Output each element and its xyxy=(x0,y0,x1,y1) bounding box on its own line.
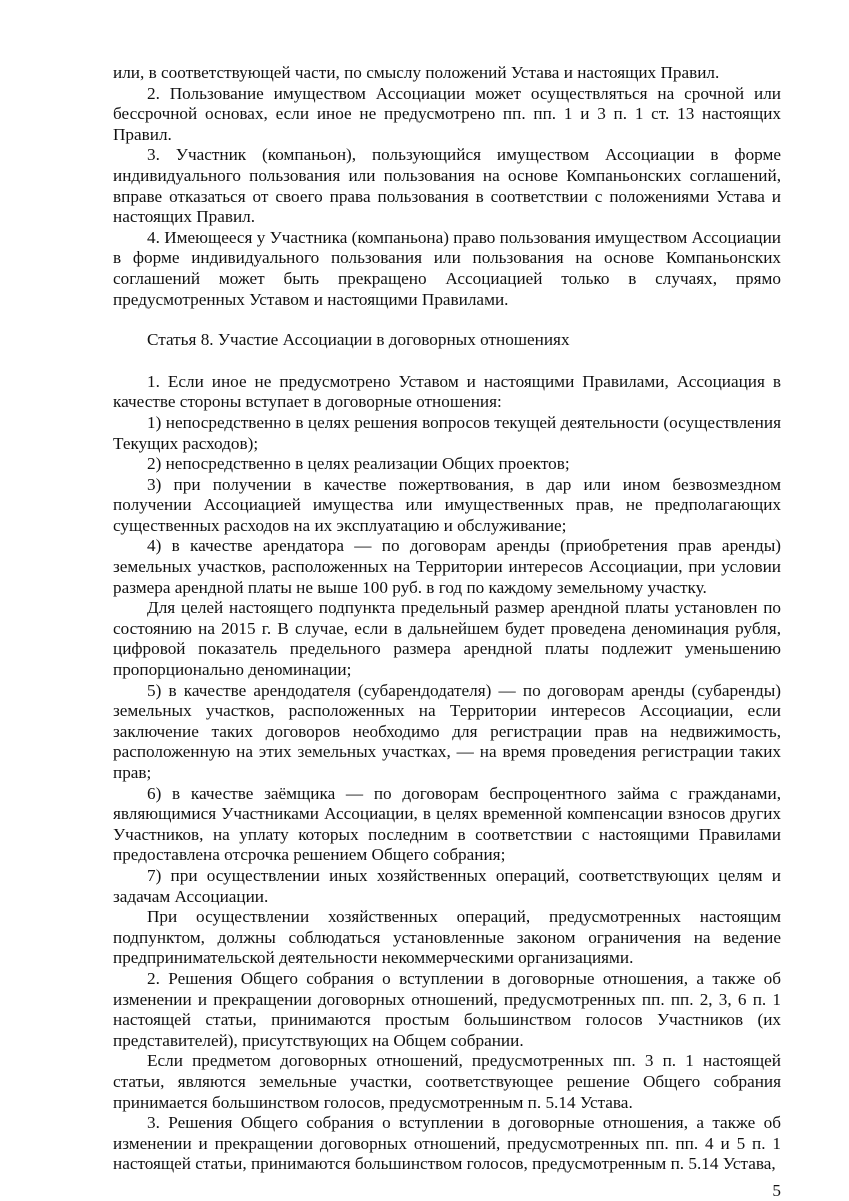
article7-paragraph-4: 4. Имеющееся у Участника (компаньона) право пользования имуществом Ассоциации в форме индивидуального пользования или пользования на основе Компаньонских соглашений может быть прекращено Ассоциацией только в случаях, прямо предусмотренных Уставом и настоящими Правилами. xyxy=(113,227,781,309)
document-page xyxy=(113,0,781,1201)
article8-subitem-3: 3) при получении в качестве пожертвования, в дар или ином безвозмездном получении Ассоциацией имущества или имущественных прав, не предполагающих существенных расходов на их эксплуатацию и обслуживание; xyxy=(113,474,781,535)
article8-paragraph-3: 3. Решения Общего собрания о вступлении в договорные отношения, а также об изменении и прекращении договорных отношений, предусмотренных пп. пп. 4 и 5 п. 1 настоящей статьи, принимаются большинством голосов, предусмотренным п. 5.14 Устава, xyxy=(113,1113,781,1174)
article7-paragraph-3: 3. Участник (компаньон), пользующийся имуществом Ассоциации в форме индивидуального пользования или пользования на основе Компаньонских соглашений, вправе отказаться от своего права пользования в соответствии с положениями Устава и настоящих Правил. xyxy=(113,145,781,227)
article8-subitem-4-note: Для целей настоящего подпункта предельный размер арендной платы установлен по состоянию на 2015 г. В случае, если в дальнейшем будет проведена деноминация рубля, цифровой показатель предельного размера арендной платы подлежит уменьшению пропорционально деноминации; xyxy=(113,598,781,680)
article8-subitem-1: 1) непосредственно в целях решения вопросов текущей деятельности (осуществления Текущих расходов); xyxy=(113,412,781,453)
article8-paragraph-1: 1. Если иное не предусмотрено Уставом и настоящими Правилами, Ассоциация в качестве стороны вступает в договорные отношения: xyxy=(113,371,781,412)
article8-subitem-7-note: При осуществлении хозяйственных операций, предусмотренных настоящим подпунктом, должны соблюдаться установленные законом ограничения на ведение предпринимательской деятельности некоммерческими организациями. xyxy=(113,907,781,968)
article8-subitem-2: 2) непосредственно в целях реализации Общих проектов; xyxy=(147,454,570,474)
article8-subitem-5: 5) в качестве арендодателя (субарендодателя) — по договорам аренды (субаренды) земельных участков, расположенных на Территории интересов Ассоциации, если заключение таких договоров необходимо для регистрации прав на недвижимость, расположенную на этих земельных участках, — на время проведения регистрации таких прав; xyxy=(113,680,781,782)
article7-paragraph-2: 2. Пользование имуществом Ассоциации может осуществляться на срочной или бессрочной основах, если иное не предусмотрено пп. пп. 1 и 3 п. 1 ст. 13 настоящих Правил. xyxy=(113,83,781,144)
article8-paragraph-2: 2. Решения Общего собрания о вступлении в договорные отношения, а также об изменении и прекращении договорных отношений, предусмотренных пп. пп. 2, 3, 6 п. 1 настоящей статьи, принимаются простым большинством голосов Участников (их представителей), присутствующих на Общем собрании. xyxy=(113,968,781,1050)
page-number: 5 xyxy=(772,1180,781,1200)
article8-subitem-6: 6) в качестве заёмщика — по договорам беспроцентного займа с гражданами, являющимися Участниками Ассоциации, в целях временной компенсации взносов других Участников, на уплату которых последним в соответствии с настоящими Правилами предоставлена отсрочка решением Общего собрания; xyxy=(113,783,781,865)
continuation-paragraph: или, в соответствующей части, по смыслу положений Устава и настоящих Правил. xyxy=(113,63,720,82)
article8-paragraph-2-note: Если предметом договорных отношений, предусмотренных пп. 3 п. 1 настоящей статьи, являются земельные участки, соответствующее решение Общего собрания принимается большинством голосов, предусмотренным п. 5.14 Устава. xyxy=(113,1051,781,1112)
article8-heading: Статья 8. Участие Ассоциации в договорных отношениях xyxy=(147,330,570,350)
article8-subitem-7: 7) при осуществлении иных хозяйственных операций, соответствующих целям и задачам Ассоциации. xyxy=(113,865,781,906)
article8-subitem-4: 4) в качестве арендатора — по договорам аренды (приобретения прав аренды) земельных участков, расположенных на Территории интересов Ассоциации, при условии размера арендной платы не выше 100 руб. в год по каждому земельному участку. xyxy=(113,536,781,597)
